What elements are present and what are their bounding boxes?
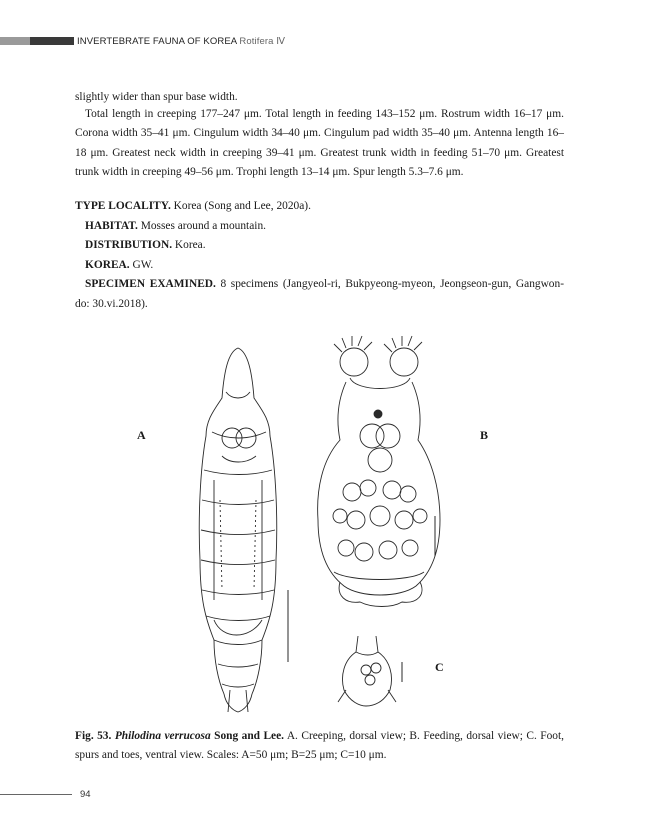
field-habitat: HABITAT. Mosses around a mountain. [85, 219, 266, 232]
series-title: INVERTEBRATE FAUNA OF KOREA [77, 36, 237, 47]
caption-text: A. Creeping, dorsal view; B. Feeding, dorsal view; C. Foot, spurs and toes, ventral view. Scales: A=50 μm; B=25 μm; C=10 μm. [75, 730, 564, 762]
field-specimen-examined: SPECIMEN EXAMINED. 8 specimens (Jangyeol-ri, Bukpyeong-myeon, Jeongseon-gun, Gangwon-do: 30.vi.2018). [75, 278, 564, 310]
field-distribution: DISTRIBUTION. Korea. [85, 239, 206, 252]
figure-label-a: A [137, 428, 146, 442]
caption-species: Philodina verrucosa [114, 730, 211, 742]
field-korea: KOREA. GW. [85, 258, 154, 271]
paragraph-measurements: Total length in creeping 177–247 μm. Total length in feeding 143–152 μm. Rostrum width 16–17 μm. Corona width 35–41 μm. Cingulum width 34–40 μm. Cingulum pad width 35–40 μm. Antenna length 16–18 μm. Greatest neck width in creeping 39–41 μm. Greatest trunk width in feeding 51–70 μm. Greatest trunk width in creeping 49–56 μm. Trophi length 13–14 μm. Spur length 5.3–7.6 μm. [75, 108, 564, 179]
caption-authority: Song and Lee. [210, 730, 284, 742]
figure-label-b: B [480, 428, 489, 442]
figure-caption [75, 727, 564, 766]
field-type-locality: TYPE LOCALITY. Korea (Song and Lee, 2020a). [75, 200, 311, 212]
volume-title: Rotifera Ⅳ [239, 36, 286, 47]
page-number: 94 [80, 789, 91, 800]
rotifer-foot-drawing [338, 636, 396, 706]
rotifer-creeping-drawing [199, 348, 277, 712]
footer-rule [0, 794, 72, 795]
rotifer-feeding-drawing [318, 336, 440, 607]
caption-fig-number: Fig. 53. [75, 730, 112, 742]
figure-label-c: C [435, 660, 444, 674]
paragraph-continuation: slightly wider than spur base width. [75, 91, 238, 103]
